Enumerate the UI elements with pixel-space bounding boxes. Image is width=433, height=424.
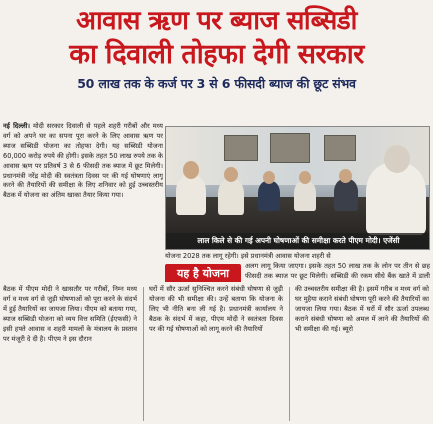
article-bottom-zone — [3, 285, 430, 424]
dateline: नई दिल्ली। — [3, 122, 30, 130]
column-divider — [143, 287, 144, 421]
news-photo — [165, 126, 430, 250]
body-column-1: बैठक में पीएम मोदी ने खासतौर पर गरीबों, निम्न मध्य वर्ग व मध्य वर्ग से जुड़ी घोषणाओं को पूरा करने के संदर्भ में हुई तैयारियों का जायजा लिया। पीएम को बताया गया, ब्याज सब्सिडी योजना को व्यय वित्त समिति (ईएफसी) ने इसी हफ्ते आवास व शहरी मामलों के मंत्रालय के प्रस्ताव पर मंजूरी दे दी है। पीएम ने इस दौरान — [3, 285, 137, 343]
body-column-3: की उच्चस्तरीय समीक्षा की है। इसमें गरीब व मध्य वर्ग को घर मुहैया कराने संबंधी घोषणा पूरी करने की तैयारियों का जायजा लिया गया। बैठक में घरों में सौर ऊर्जा उपलब्ध कराने संबंधी घोषणा को अमल में लाने की तैयारियों की भी समीक्षा की गई। ब्यूरो — [295, 285, 429, 333]
scheme-text: अलग लागू किया जाएगा। इसके तहत 50 लाख तक के लोन पर तीन से छह फीसदी तक ब्याज पर छूट मिलेगी। सब्सिडी की रकम सीधे बैंक खाते में डाली — [245, 262, 430, 280]
scheme-text-line: योजना 2028 तक लागू रहेगी। इसे प्रधानमंत्री आवास योजना शहरी से — [165, 252, 331, 260]
headline-line-2: का दिवाली तोहफा देगी सरकार — [69, 39, 364, 70]
photo-caption: लाल किले से की गई अपनी घोषणाओं की समीक्षा करते पीएम मोदी। एजेंसी — [166, 233, 430, 249]
lead-paragraph: मोदी सरकार दिवाली से पहले शहरी गरीबों और मध्य वर्ग को अपने घर का सपना पूरा करने के लिए आवास ऋण पर ब्याज सब्सिडी योजना का तोहफा देगी। यह सब्सिडी योजना 60,000 करोड़ रुपये की होगी। इसके तहत 50 लाख रुपये तक के आवास ऋण पर प्रतिवर्ष 3 से 6 फीसदी तक ब्याज में छूट मिलेगी। प्रधानमंत्री नरेंद्र मोदी की स्वतंत्रता दिवस पर की गई घोषणाएं लागू करने की तैयारियों की समीक्षा के लिए शनिवार को हुई उच्चस्तरीय बैठक में योजना का अंतिम खाका तैयार किया गया। — [3, 122, 163, 200]
scheme-badge: यह है योजना — [165, 264, 241, 282]
subheadline: 50 लाख तक के कर्ज पर 3 से 6 फीसदी ब्याज की छूट संभव — [77, 76, 356, 91]
column-divider — [289, 287, 290, 421]
headline-line-1: आवास ऋण पर ब्याज सब्सिडी — [76, 6, 357, 36]
article-top-zone — [0, 122, 433, 282]
body-column-2: घरों में सौर ऊर्जा सुनिश्चित करने संबंधी घोषणा से जुड़ी योजना की भी समीक्षा की। उन्हें बताया कि योजना के लिए भी नीति बना ली गई है। प्रधानमंत्री कार्यालय ने बैठक के संदर्भ में कहा, पीएम मोदी ने स्वतंत्रता दिवस पर की गई घोषणाओं को लागू करने की तैयारियों — [149, 285, 283, 333]
scheme-box — [165, 252, 430, 282]
lead-column — [3, 122, 163, 282]
